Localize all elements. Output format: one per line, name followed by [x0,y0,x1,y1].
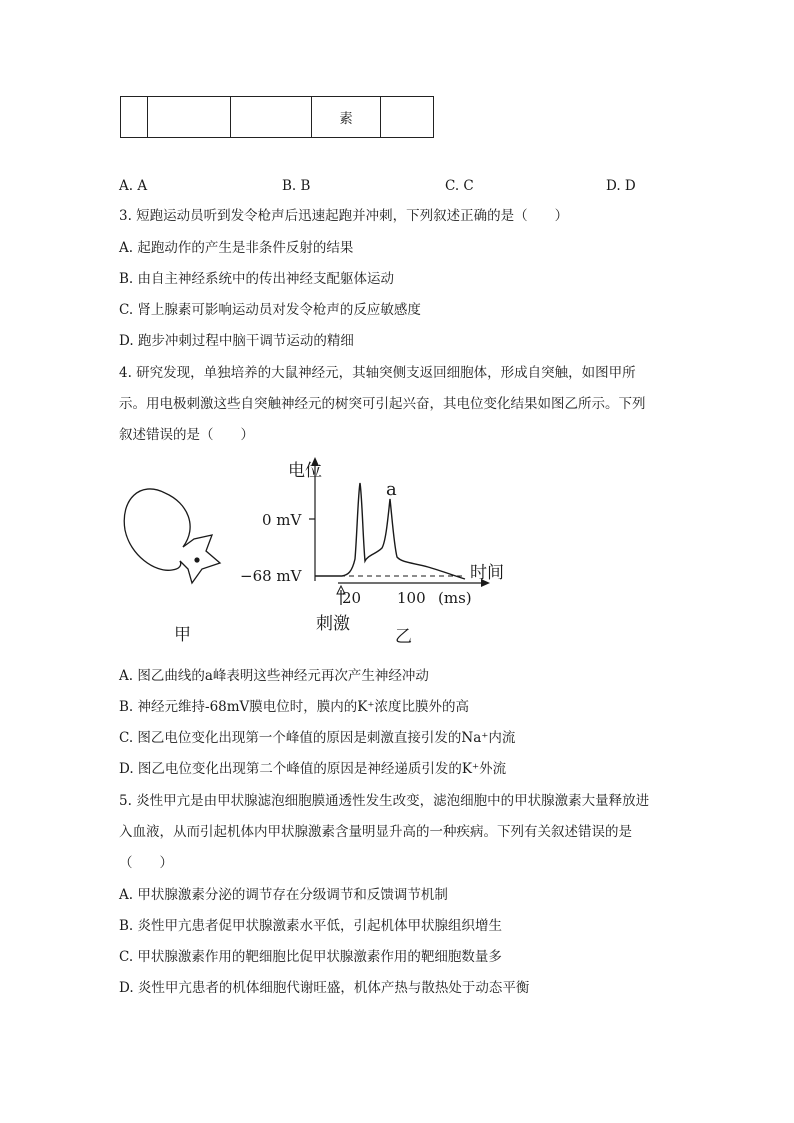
q2-option-c: C. C [445,178,474,194]
stimulus-label: 刺激 [316,614,350,634]
tick-label-100: 100 [397,589,426,607]
tick-label-0mv: 0 mV [262,511,302,529]
q3-option-b: B. 由自主神经系统中的传出神经支配躯体运动 [119,271,395,287]
q5-option-b: B. 炎性甲亢患者促甲状腺激素水平低，引起机体甲状腺组织增生 [119,918,503,934]
table-fragment [120,96,434,138]
q5-stem-line3: （ ） [119,855,173,871]
x-axis-label: 时间 [470,563,504,583]
label-jia: 甲 [174,625,191,645]
q5-option-c: C. 甲状腺激素作用的靶细胞比促甲状腺激素作用的靶细胞数量多 [119,949,502,965]
q5-option-d: D. 炎性甲亢患者的机体细胞代谢旺盛，机体产热与散热处于动态平衡 [119,980,530,996]
q2-option-b: B. B [282,178,311,194]
potential-graph [240,457,504,647]
table-cell [231,97,312,138]
q5-stem-line1: 5. 炎性甲亢是由甲状腺滤泡细胞膜通透性发生改变，滤泡细胞中的甲状腺激素大量释放进 [119,793,650,809]
q4-figure [110,455,530,650]
table-cell [121,97,148,138]
q4-stem-line2: 示。用电极刺激这些自突触神经元的树突可引起兴奋，其电位变化结果如图乙所示。下列 [119,396,646,412]
peak-label-a: a [386,479,397,500]
table-cell [148,97,231,138]
neuron-nucleus [194,557,199,562]
y-axis-label: 电位 [288,461,322,481]
q3-option-a: A. 起跑动作的产生是非条件反射的结果 [119,240,354,256]
tick-label-ms: (ms) [438,589,472,607]
tick-label-20: 20 [342,589,362,607]
q3-option-d: D. 跑步冲刺过程中脑干调节运动的精细 [119,333,354,349]
tick-label-neg68: −68 mV [240,567,302,585]
q3-stem: 3. 短跑运动员听到发令枪声后迅速起跑并冲刺，下列叙述正确的是（ ） [119,208,569,224]
table-cell: 素 [312,97,381,138]
neuron-drawing [124,489,220,583]
q4-option-d: D. 图乙电位变化出现第二个峰值的原因是神经递质引发的K⁺外流 [119,761,507,777]
q2-option-a: A. A [119,178,148,194]
q5-stem-line2: 入血液，从而引起机体内甲状腺激素含量明显升高的一种疾病。下列有关叙述错误的是 [119,824,632,840]
q4-option-b: B. 神经元维持-68mV膜电位时，膜内的K⁺浓度比膜外的高 [119,699,470,715]
q2-option-d: D. D [606,178,636,194]
table-cell [381,97,434,138]
q4-stem-line1: 4. 研究发现，单独培养的大鼠神经元，其轴突侧支返回细胞体，形成自突触，如图甲所 [119,365,636,381]
q4-option-c: C. 图乙电位变化出现第一个峰值的原因是刺激直接引发的Na⁺内流 [119,730,516,746]
q4-option-a: A. 图乙曲线的a峰表明这些神经元再次产生神经冲动 [119,668,429,684]
q4-stem-line3: 叙述错误的是（ ） [119,427,254,443]
q5-option-a: A. 甲状腺激素分泌的调节存在分级调节和反馈调节机制 [119,887,448,903]
label-yi: 乙 [395,627,412,647]
q3-option-c: C. 肾上腺素可影响运动员对发令枪声的反应敏感度 [119,302,421,318]
